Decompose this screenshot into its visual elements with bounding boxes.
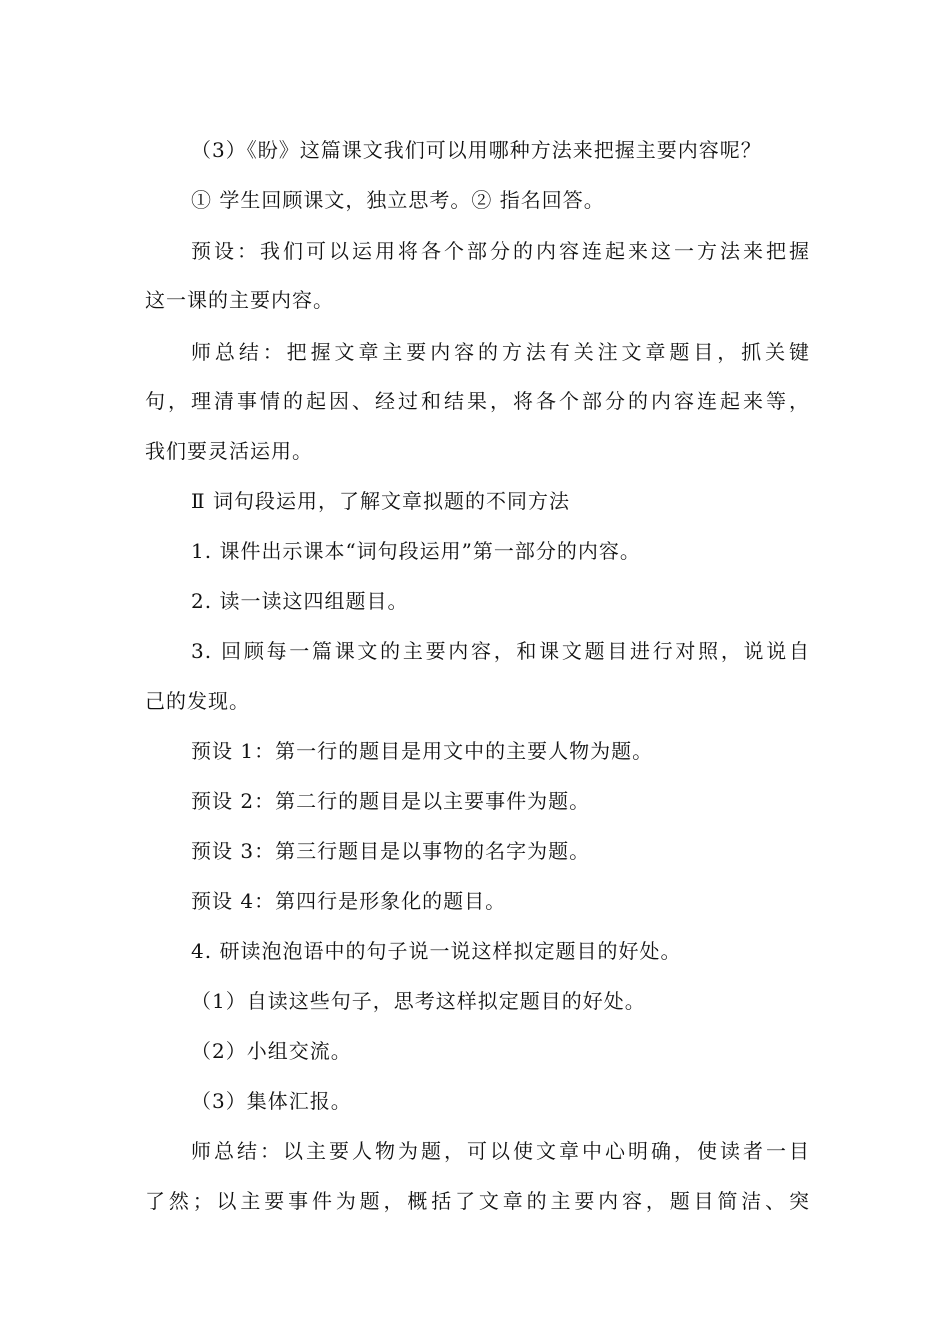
paragraph-line: 2. 读一读这四组题目。 (191, 589, 409, 613)
paragraph-line: 3. 回顾每一篇课文的主要内容，和课文题目进行对照，说说自 (191, 639, 810, 663)
paragraph-line: 4. 研读泡泡语中的句子说一说这样拟定题目的好处。 (191, 939, 682, 963)
paragraph-line: 这一课的主要内容。 (145, 288, 334, 312)
paragraph-line: 预设 4：第四行是形象化的题目。 (191, 889, 507, 913)
paragraph-line: ① 学生回顾课文，独立思考。② 指名回答。 (191, 188, 605, 212)
paragraph-line: （3）集体汇报。 (191, 1089, 352, 1113)
paragraph-line: （1）自读这些句子，思考这样拟定题目的好处。 (191, 989, 646, 1013)
paragraph-line: 师总结：以主要人物为题，可以使文章中心明确，使读者一目 (191, 1139, 810, 1163)
paragraph-line: 1. 课件出示课本“词句段运用”第一部分的内容。 (191, 539, 641, 563)
paragraph-line: 预设：我们可以运用将各个部分的内容连起来这一方法来把握 (191, 239, 810, 263)
paragraph-line: （3）《盼》这篇课文我们可以用哪种方法来把握主要内容呢？ (191, 138, 762, 162)
section-heading: Ⅱ 词句段运用，了解文章拟题的不同方法 (191, 489, 570, 513)
paragraph-line: 师总结：把握文章主要内容的方法有关注文章题目，抓关键 (191, 340, 810, 364)
paragraph-line: （2）小组交流。 (191, 1039, 352, 1063)
paragraph-line: 预设 1：第一行的题目是用文中的主要人物为题。 (191, 739, 654, 763)
paragraph-line: 预设 3：第三行题目是以事物的名字为题。 (191, 839, 591, 863)
paragraph-line: 了然；以主要事件为题，概括了文章的主要内容，题目简洁、突 (145, 1189, 810, 1213)
paragraph-line: 句，理清事情的起因、经过和结果，将各个部分的内容连起来等， (145, 389, 810, 413)
paragraph-line: 己的发现。 (145, 689, 250, 713)
paragraph-line: 预设 2：第二行的题目是以主要事件为题。 (191, 789, 591, 813)
paragraph-line: 我们要灵活运用。 (145, 439, 313, 463)
